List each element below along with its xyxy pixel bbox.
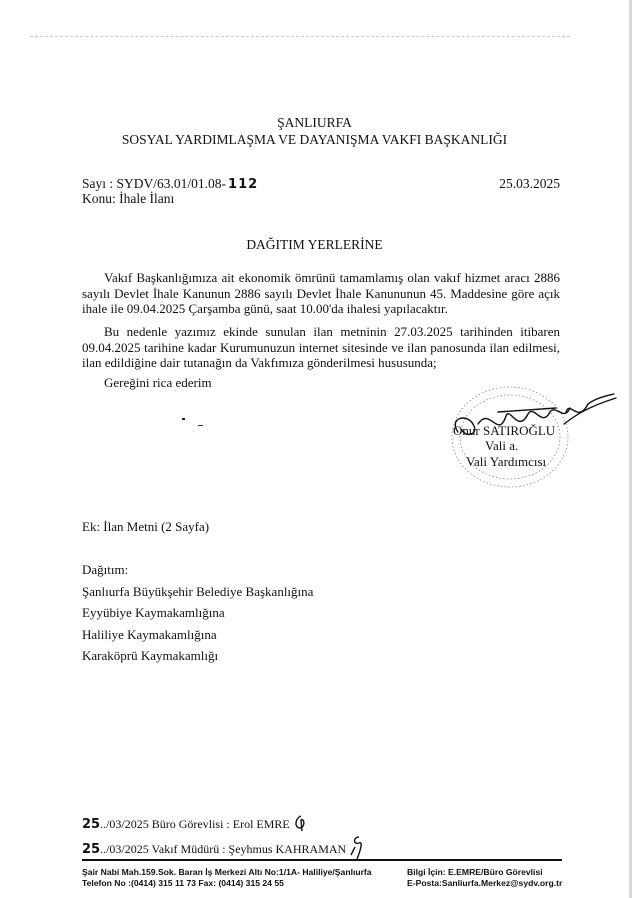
distribution-item: Eyyübiye Kaymakamlığına [82,605,225,620]
header-institution: SOSYAL YARDIMLAŞMA VE DAYANIŞMA VAKFI BAŞKANLIĞI [121,132,508,147]
konu-label: Konu: [82,191,116,206]
footer-phone: Telefon No :(0414) 315 11 73 Fax: (0414) 315 24 55 [82,878,284,888]
konu-line [82,191,174,207]
body-paragraph-1: Vakıf Başkanlığımıza ait ekonomik ömrünü tamamlamış olan vakıf hizmet aracı 2886 sayılı Devlet İhale Kanunun 2886 sayılı Devlet İhale Kanununun 45. Maddesine göre açık ihale ile 09.04.2025 Çarşamba günü, saat 10.00'da ihalesi yapılacaktır. [82,270,560,316]
attachment-line: Ek: İlan Metni (2 Sayfa) [82,519,210,534]
paraph-text: ../03/2025 Vakıf Müdürü : Şeyhmus KAHRAMAN [100,842,347,856]
footer-rule [82,859,562,861]
signatory-title-line2: Vali Yardımcısı [466,454,547,469]
signatory-title-line1: Vali a. [485,438,519,453]
ink-speck [182,418,185,420]
closing-line: Gereğini rica ederim [104,375,212,390]
sayi-value: : SYDV/63.01/01.08- [109,176,227,191]
distribution-item: Haliliye Kaymakamlığına [82,627,217,642]
footer-email: E-Posta:Sanliurfa.Merkez@sydv.org.tr [407,878,563,888]
paraph-line-1 [82,814,307,832]
initials-icon [293,814,307,832]
paraph-line-2 [82,835,365,861]
page-edge [629,0,632,898]
scan-artifact-line [30,36,570,38]
paraph-day-handwritten: 25 [82,842,101,857]
addressee-heading: DAĞITIM YERLERİNE [246,237,383,252]
sayi-label: Sayı [82,176,107,191]
footer-contact: Bilgi İçin: E.EMRE/Büro Görevlisi [407,867,543,877]
header-city: ŞANLIURFA [277,115,352,130]
distribution-item: Karaköprü Kaymakamlığı [82,648,219,663]
paraph-text: ../03/2025 Büro Görevlisi : Erol EMRE [100,817,290,831]
paraph-day-handwritten: 25 [82,817,101,832]
signatory-name: Onur SATIROĞLU [453,423,556,438]
footer-address: Şair Nabi Mah.159.Sok. Baran İş Merkezi Altı No:1/1A- Haliliye/Şanlıurfa [82,867,372,877]
initials-icon [349,835,365,861]
sayi-handwritten-number: 112 [228,177,259,192]
document-date: 25.03.2025 [499,176,560,191]
distribution-label: Dağıtım: [82,562,129,577]
konu-value: İhale İlanı [119,191,175,206]
ink-speck [198,425,203,426]
distribution-item: Şanlıurfa Büyükşehir Belediye Başkanlığına [82,584,314,599]
body-paragraph-2: Bu nedenle yazımız ekinde sunulan ilan metninin 27.03.2025 tarihinden itibaren 09.04.2025 tarihine kadar Kurumunuzun internet sitesinde ve ilan panosunda ilan edilmesi, ilan edildiğine dair tutanağın da Vakfımıza gönderilmesi hususunda; [82,324,560,370]
sayi-line [82,176,258,192]
